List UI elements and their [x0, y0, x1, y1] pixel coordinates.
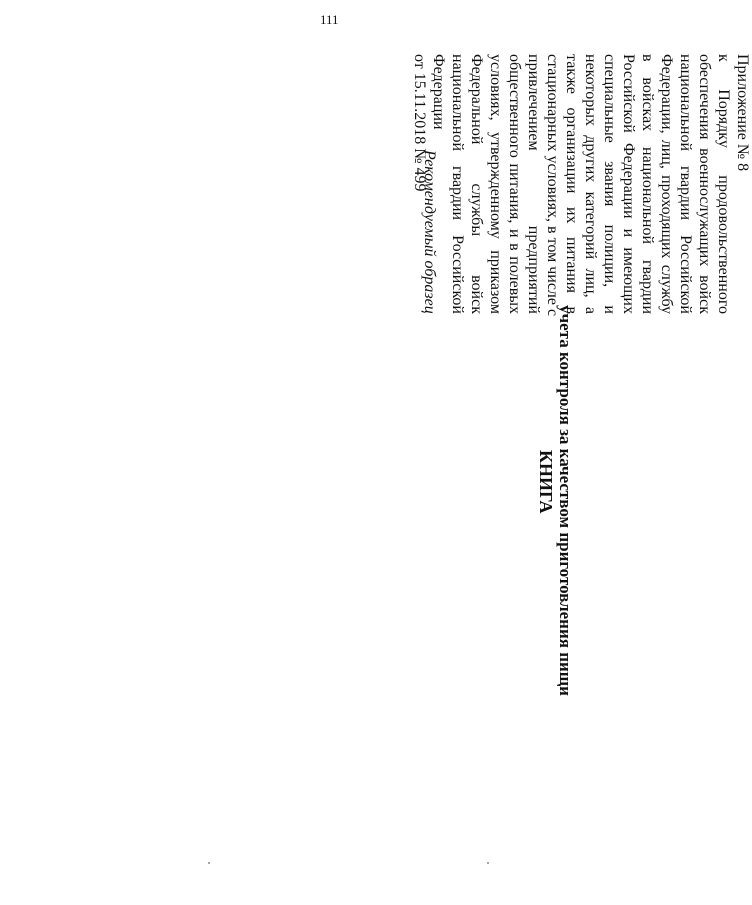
- appendix-line: Федерации, лиц, проходящих службу: [658, 54, 675, 314]
- book-title: КНИГА: [536, 450, 556, 514]
- page-number: 111: [320, 12, 339, 27]
- appendix-line: некоторых других категорий лиц, а: [582, 54, 599, 314]
- appendix-line: общественного питания, и в полевых: [506, 54, 523, 314]
- scan-speck: [208, 862, 210, 864]
- appendix-line: национальной гвардии Российской: [677, 54, 694, 314]
- book-subtitle: учета контроля за качеством приготовления пищи: [556, 305, 575, 696]
- appendix-line: Федерации: [430, 54, 447, 130]
- appendix-line: к Порядку продовольственного: [715, 54, 732, 314]
- sample-note: Рекомендуемый образец: [421, 150, 438, 314]
- appendix-line: национальной гвардии Российской: [449, 54, 466, 314]
- appendix-line: привлечением предприятий: [525, 54, 542, 314]
- appendix-line: Федеральной службы войск: [468, 54, 485, 314]
- appendix-line: специальные звания полиции, и: [601, 54, 618, 314]
- appendix-line: Приложение № 8: [734, 54, 751, 172]
- appendix-line: условиях, утвержденному приказом: [487, 54, 504, 314]
- appendix-line: также организации их питания в: [563, 54, 580, 314]
- appendix-line: в войсках национальной гвардии: [639, 54, 656, 314]
- appendix-line: от 15.11.2018 № 499: [411, 54, 428, 192]
- appendix-line: обеспечения военнослужащих войск: [696, 54, 713, 314]
- appendix-line: Российской Федерации и имеющих: [620, 54, 637, 314]
- appendix-line: стационарных условиях, в том числе с: [544, 54, 561, 317]
- scan-speck: [487, 862, 489, 864]
